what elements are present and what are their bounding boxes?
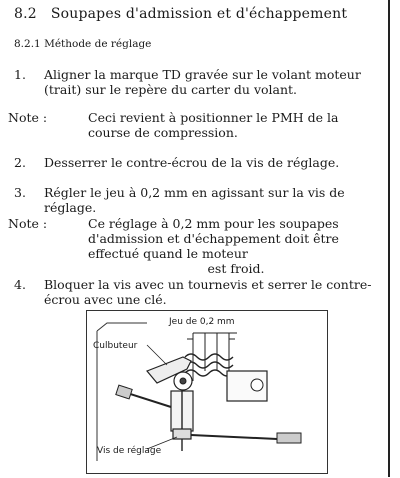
step-1-text: Aligner la marque TD gravée sur le volant moteur (trait) sur le repère du carter du volant. — [44, 67, 361, 97]
section-title — [14, 6, 347, 22]
subsection-title-text: Méthode de réglage — [44, 38, 152, 50]
adjusting-screw-label: Vis de réglage — [97, 446, 162, 456]
step-4-number: 4. — [14, 277, 26, 292]
step-4-text: Bloquer la vis avec un tournevis et serrer le contre-écrou avec une clé. — [44, 277, 372, 307]
clearance-label: Jeu de 0,2 mm — [169, 317, 235, 327]
subsection-title — [14, 38, 151, 50]
step-3-number: 3. — [14, 185, 26, 200]
subsection-number: 8.2.1 — [14, 38, 41, 50]
valve-adjustment-figure — [86, 310, 328, 474]
note-2-label: Note : — [8, 216, 48, 231]
step-3-text: Régler le jeu à 0,2 mm en agissant sur la vis de réglage. — [44, 185, 345, 215]
step-1-number: 1. — [14, 67, 26, 82]
note-2-text-line2: est froid. — [207, 261, 265, 276]
note-1-text: Ceci revient à positionner le PMH de la course de compression. — [88, 110, 339, 140]
note-1-label: Note : — [8, 110, 48, 125]
step-2-number: 2. — [14, 155, 26, 170]
step-2-text: Desserrer le contre-écrou de la vis de réglage. — [44, 155, 340, 170]
note-2-text — [88, 216, 384, 276]
section-title-text: Soupapes d'admission et d'échappement — [50, 6, 348, 22]
section-number: 8.2 — [14, 6, 37, 22]
rocker-label: Culbuteur — [93, 341, 138, 351]
note-2-text-line1: Ce réglage à 0,2 mm pour les soupapes d'admission et d'échappement doit être effectué quand le moteur — [88, 216, 339, 261]
